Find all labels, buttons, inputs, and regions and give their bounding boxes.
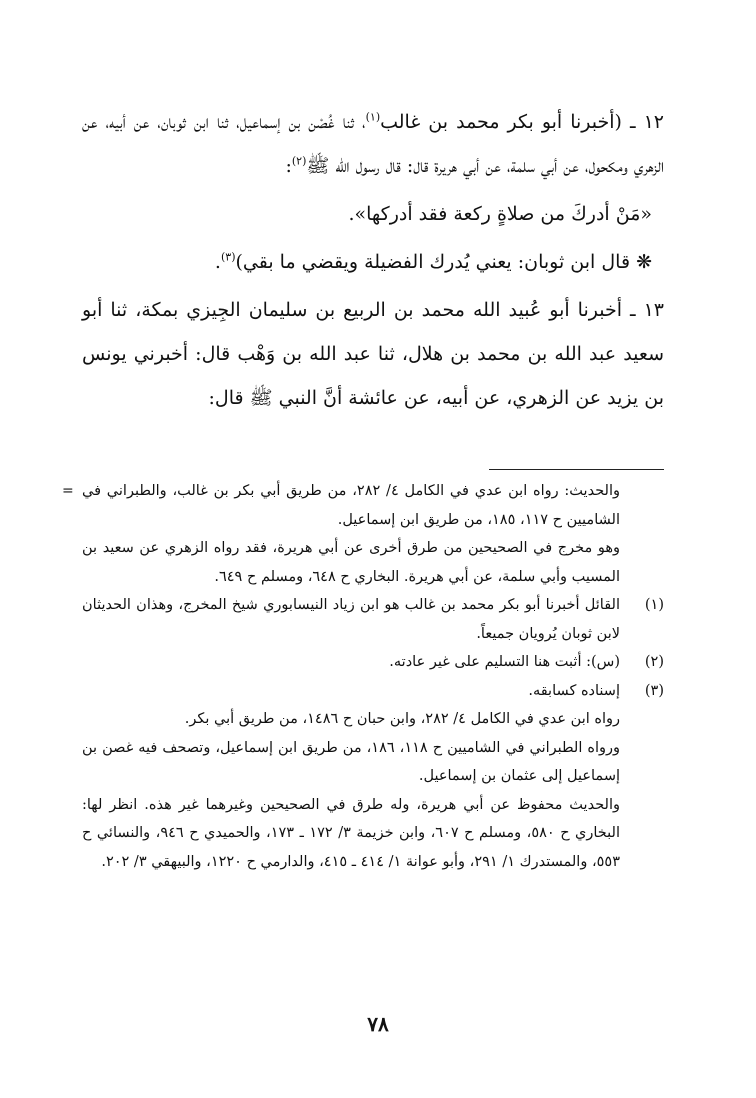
continuation-mark: = [62, 483, 74, 499]
footnote-3-para: رواه ابن عدي في الكامل ٤/ ٢٨٢، وابن حبان ح ١٤٨٦، من طريق أبي بكر. [184, 711, 620, 727]
main-text [82, 100, 664, 420]
footnote-1 [82, 591, 664, 648]
ibn-thawban-text: ❋ قال ابن ثوبان: يعني يُدرك الفضيلة ويقضي ما بقي) [235, 251, 652, 273]
hadith-13: ١٣ ـ أخبرنا أبو عُبيد الله محمد بن الربيع بن سليمان الجِيزي بمكة، ثنا أبو سعيد عبد الله بن محمد بن هلال، ثنا عبد الله بن وَهْب قال: أخبرني يونس بن يزيد عن الزهري، عن أبيه، عن عائشة أنَّ النبي ﷺ قال: [82, 299, 664, 409]
footnote-continued-para: وهو مخرج في الصحيحين من طرق أخرى عن أبي هريرة، فقد رواه الزهري عن سعيد بن المسيب وأبي سلمة، عن أبي هريرة. البخاري ح ٦٤٨، ومسلم ح ٦٤٩. [82, 540, 620, 585]
footnote-continued-body [82, 477, 620, 591]
footnote-ref-2[interactable]: (٢) [291, 154, 307, 168]
hadith-12-text-b: ، ثنا غُصْن بن إسماعيل، ثنا ابن ثوبان، عن أبيه، عن الزهري ومكحول، عن أبي سلمة، عن أبي هريرة قال: قال رسول الله ﷺ [82, 111, 664, 177]
footnote-2-text: (س): أثبت هنا التسليم على غير عادته. [389, 654, 620, 670]
footnote-3 [82, 677, 664, 877]
hadith-12-text-c: : [285, 155, 292, 177]
footnote-ref-3[interactable]: (٣) [220, 250, 236, 264]
hadith-12-quote: «مَنْ أدركَ من صلاةٍ ركعة فقد أدركها». [348, 203, 652, 225]
footnote-1-text: القائل أخبرنا أبو بكر محمد بن غالب هو ابن زياد النيسابوري شيخ المخرج، وهذان الحديثان لابن ثوبان يُرويان جميعاً. [82, 597, 620, 642]
footnote-ref-1[interactable]: (١) [365, 110, 381, 124]
footnote-3-para: والحديث محفوظ عن أبي هريرة، وله طرق في الصحيحين وغيرهما غير هذه. انظر لها: البخاري ح ٥٨٠، ومسلم ح ٦٠٧، وابن خزيمة ٣/ ١٧٢ ـ ١٧٣، والحميدي ح ٩٤٦، والنسائي ح ٥٥٣، والمستدرك ١/ ٢٩١، وأبو عوانة ١/ ٤١٤ ـ ٤١٥، والدارمي ح ١٢٢٠، والبيهقي ٣/ ٢٠٢. [82, 796, 620, 870]
footnotes [82, 477, 664, 876]
page-number: ٧٨ [367, 1012, 389, 1036]
ibn-thawban-note [82, 240, 664, 284]
footnote-2 [82, 648, 664, 677]
footnote-2-number: (٢) [644, 654, 664, 670]
footnote-continued [82, 477, 664, 591]
footnote-3-number: (٣) [644, 682, 664, 699]
footnote-1-number: (١) [644, 597, 664, 613]
footnote-continued-para: والحديث: رواه ابن عدي في الكامل ٤/ ٢٨٢، من طريق أبي بكر بن غالب، والطبراني في الشاميين ح ١١٧، ١٨٥، من طريق ابن إسماعيل. [82, 483, 620, 528]
hadith-12 [82, 100, 664, 188]
hadith-12-text-a: ١٢ ـ (أخبرنا أبو بكر محمد بن غالب [380, 111, 665, 133]
footnote-separator [489, 469, 664, 470]
footnote-3-body [82, 677, 620, 877]
ibn-thawban-end: . [214, 251, 221, 273]
footnote-3-title: إسناده كسابقه. [528, 682, 620, 699]
footnote-3-para: ورواه الطبراني في الشاميين ح ١١٨، ١٨٦، من طريق ابن إسماعيل، وتصحف فيه غصن بن إسماعيل إلى عثمان بن إسماعيل. [82, 739, 620, 784]
